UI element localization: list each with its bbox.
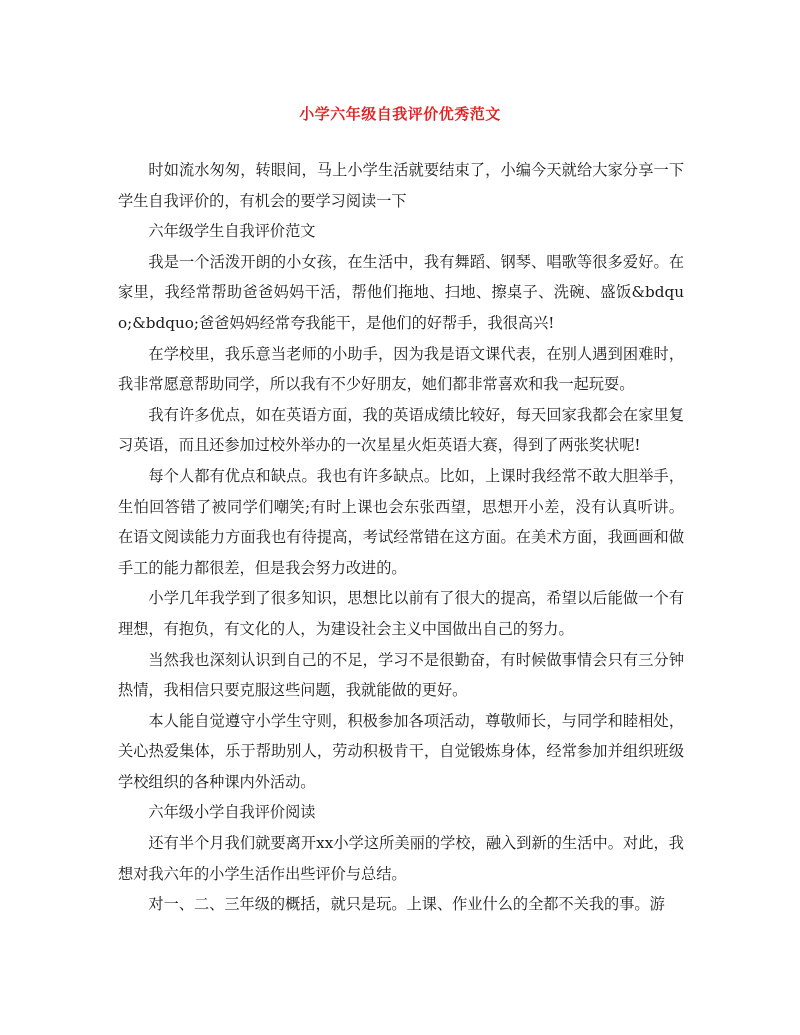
body-paragraph: 还有半个月我们就要离开xx小学这所美丽的学校，融入到新的生活中。对此，我想对我六年的小学生活作出些评价与总结。 [118,834,684,883]
section-heading: 六年级学生自我评价范文 [148,222,316,241]
intro-paragraph: 时如流水匆匆，转眼间，马上小学生活就要结束了，小编今天就给大家分享一下学生自我评价的，有机会的要学习阅读一下 [118,161,684,210]
body-paragraph: 对一、二、三年级的概括，就只是玩。上课、作业什么的全都不关我的事。游 [148,895,665,914]
body-paragraph: 每个人都有优点和缺点。我也有许多缺点。比如，上课时我经常不敢大胆举手，生怕回答错了被同学们嘲笑;有时上课也会东张西望，思想开小差，没有认真听讲。在语文阅读能力方面我也有待提高，考试经常错在这方面。在美术方面，我画画和做手工的能力都很差，但是我会努力改进的。 [118,466,684,577]
document-title: 小学六年级自我评价优秀范文 [299,105,501,123]
document-body [118,155,684,920]
body-paragraph: 本人能自觉遵守小学生守则，积极参加各项活动，尊敬师长，与同学和睦相处，关心热爱集体，乐于帮助别人，劳动积极肯干，自觉锻炼身体，经常参加并组织班级学校组织的各种课内外活动。 [118,711,684,791]
body-paragraph: 我是一个活泼开朗的小女孩，在生活中，我有舞蹈、钢琴、唱歌等很多爱好。在家里，我经常帮助爸爸妈妈干活，帮他们拖地、扫地、擦桌子、洗碗、盛饭&bdquo;&bdquo;爸爸妈妈经常夸我能干，是他们的好帮手，我很高兴! [118,252,684,332]
section-heading: 六年级小学自我评价阅读 [148,803,316,822]
body-paragraph: 我有许多优点，如在英语方面，我的英语成绩比较好，每天回家我都会在家里复习英语，而且还参加过校外举办的一次星星火炬英语大赛，得到了两张奖状呢! [118,405,684,455]
body-paragraph: 在学校里，我乐意当老师的小助手，因为我是语文课代表，在别人遇到困难时，我非常愿意帮助同学，所以我有不少好朋友，她们都非常喜欢和我一起玩耍。 [118,344,684,394]
body-paragraph: 小学几年我学到了很多知识，思想比以前有了很大的提高，希望以后能做一个有理想，有抱负，有文化的人，为建设社会主义中国做出自己的努力。 [118,589,684,638]
body-paragraph: 当然我也深刻认识到自己的不足，学习不是很勤奋，有时候做事情会只有三分钟热情，我相信只要克服这些问题，我就能做的更好。 [118,650,684,700]
